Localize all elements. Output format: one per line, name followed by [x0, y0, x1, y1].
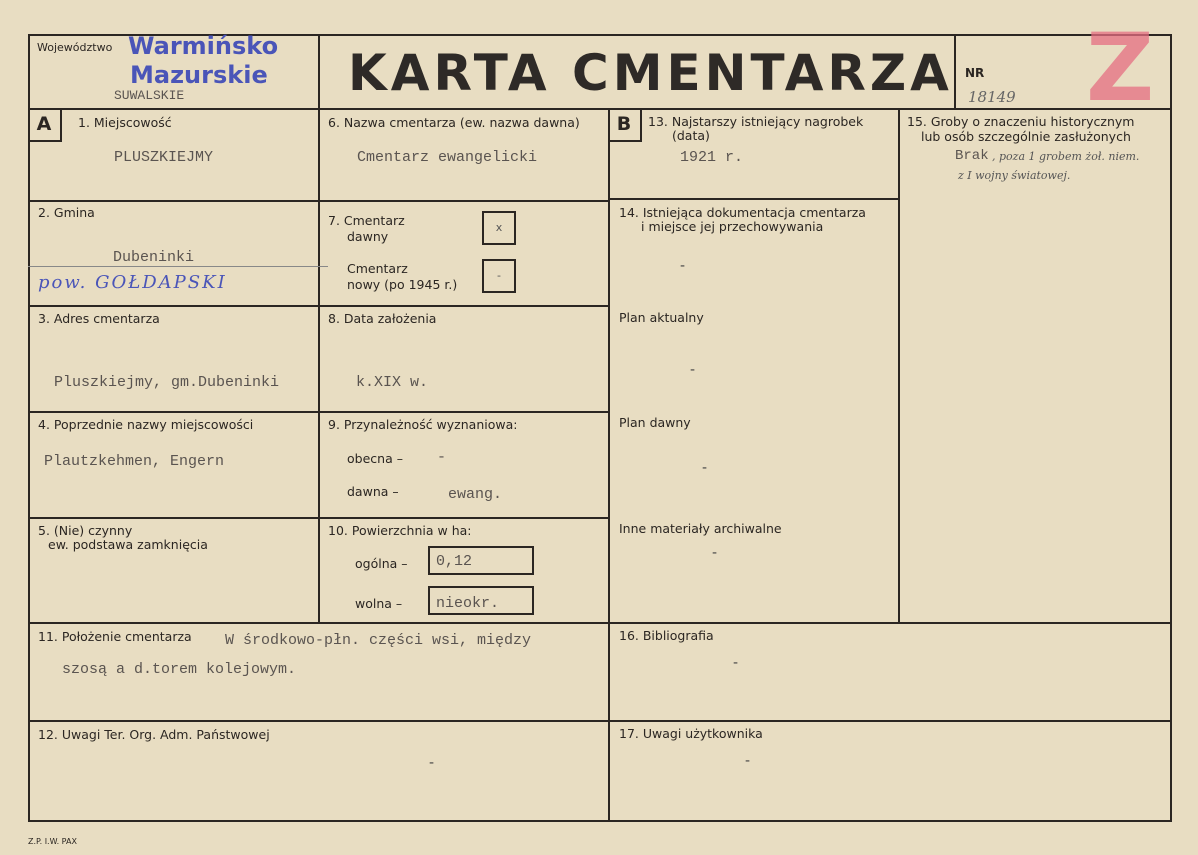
field-2-handwritten: pow. GOŁDAPSKI: [38, 272, 227, 293]
field-6-value: Cmentarz ewangelicki: [357, 149, 538, 166]
field-5-sublabel: ew. podstawa zamknięcia: [48, 537, 208, 552]
old-cemetery-checkbox[interactable]: x: [482, 211, 516, 245]
field-9-current-value: -: [437, 449, 447, 466]
other-materials-label: Inne materiały archiwalne: [619, 521, 782, 536]
field-13-label: 13. Najstarszy istniejący nagrobek: [648, 114, 864, 129]
field-9-current-label: obecna –: [347, 451, 403, 466]
field-14-value: -: [680, 258, 686, 274]
field-9-former-value: ewang.: [448, 486, 503, 503]
nr-value: 18149: [968, 88, 1016, 106]
field-14-cell: [608, 198, 900, 624]
field-11-value-line2: szosą a d.torem kolejowym.: [62, 661, 297, 678]
new-cemetery-checkbox[interactable]: -: [482, 259, 516, 293]
field-13-sublabel: (data): [672, 128, 710, 143]
field-15-hand-line1: , poza 1 grobem żoł. niem.: [992, 150, 1140, 163]
field-7-new-label: Cmentarz: [347, 261, 408, 276]
nr-label: NR: [965, 66, 985, 80]
field-2-underline: [28, 266, 328, 267]
area-total-field[interactable]: [428, 546, 534, 575]
field-6-label: 6. Nazwa cmentarza (ew. nazwa dawna): [328, 115, 580, 130]
field-17-label: 17. Uwagi użytkownika: [619, 726, 763, 741]
area-free-field[interactable]: [428, 586, 534, 615]
field-15-cell: [898, 108, 1172, 624]
field-12-value: -: [429, 755, 435, 771]
field-3-label: 3. Adres cmentarza: [38, 311, 160, 326]
page-title: KARTA CMENTARZA: [348, 44, 953, 102]
section-a-marker: A: [28, 108, 62, 142]
field-10-label: 10. Powierzchnia w ha:: [328, 523, 472, 538]
field-5-label: 5. (Nie) czynny: [38, 523, 133, 538]
field-8-label: 8. Data założenia: [328, 311, 437, 326]
printer-imprint: Z.P. I.W. PAX: [28, 837, 77, 846]
field-2-value: Dubeninki: [113, 249, 195, 266]
field-16-value: -: [733, 655, 739, 671]
field-17-value: -: [745, 753, 751, 769]
stamp-letter-z: Z: [1086, 14, 1155, 123]
voivodeship-typed: SUWALSKIE: [114, 88, 185, 103]
area-free-value: nieokr.: [436, 595, 500, 612]
field-13-value: 1921 r.: [680, 149, 744, 166]
field-7-old-label: 7. Cmentarz: [328, 213, 405, 228]
field-15-label: 15. Groby o znaczeniu historycznym: [907, 114, 1135, 129]
field-7-new-sublabel: nowy (po 1945 r.): [347, 277, 458, 292]
field-2-label: 2. Gmina: [38, 205, 95, 220]
field-16-label: 16. Bibliografia: [619, 628, 714, 643]
voivodeship-stamp-line2: Mazurskie: [130, 61, 268, 89]
field-10-free-label: wolna –: [355, 596, 403, 611]
other-materials-value: -: [712, 545, 718, 561]
plan-current-label: Plan aktualny: [619, 310, 704, 325]
field-15-typed: Brak: [955, 148, 989, 164]
field-1-label: 1. Miejscowość: [78, 115, 172, 130]
field-10-total-label: ogólna –: [355, 556, 408, 571]
field-11-label: 11. Położenie cmentarza: [38, 629, 192, 644]
field-15-hand-line2: z I wojny światowej.: [958, 169, 1071, 182]
plan-current-value: -: [690, 362, 696, 378]
field-15-sublabel: lub osób szczególnie zasłużonych: [921, 129, 1131, 144]
field-4-label: 4. Poprzednie nazwy miejscowości: [38, 417, 254, 432]
field-14-sublabel: i miejsce jej przechowywania: [641, 219, 824, 234]
field-12-label: 12. Uwagi Ter. Org. Adm. Państwowej: [38, 727, 270, 742]
field-4-value: Plautzkehmen, Engern: [44, 453, 225, 470]
area-total-value: 0,12: [436, 553, 473, 570]
plan-old-value: -: [702, 460, 708, 476]
section-b-marker: B: [608, 108, 642, 142]
field-9-label: 9. Przynależność wyznaniowa:: [328, 417, 518, 432]
voivodeship-label: Województwo: [37, 41, 113, 54]
plan-old-label: Plan dawny: [619, 415, 691, 430]
field-3-value: Pluszkiejmy, gm.Dubeninki: [54, 374, 280, 391]
field-11-value-line1: W środkowo-płn. części wsi, między: [225, 632, 532, 649]
field-8-value: k.XIX w.: [356, 374, 429, 391]
field-7-old-sublabel: dawny: [347, 229, 389, 244]
field-14-label: 14. Istniejąca dokumentacja cmentarza: [619, 205, 866, 220]
voivodeship-stamp-line1: Warmińsko: [128, 32, 279, 60]
field-9-former-label: dawna –: [347, 484, 399, 499]
field-1-value: PLUSZKIEJMY: [114, 149, 214, 166]
